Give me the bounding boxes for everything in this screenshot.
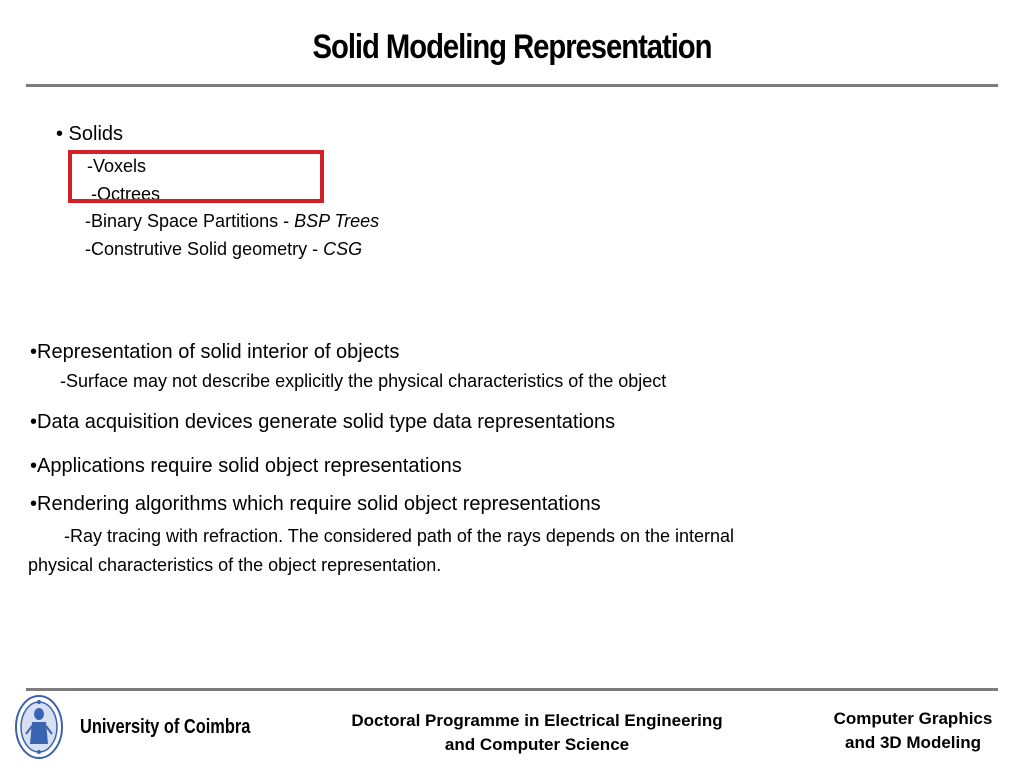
solids-item-octrees: -Octrees (91, 184, 161, 204)
footer-course-line2: and 3D Modeling (845, 733, 981, 752)
highlight-box (68, 150, 324, 203)
university-seal-icon (14, 694, 64, 760)
footer-programme-line2: and Computer Science (444, 735, 630, 754)
footer-divider (26, 688, 998, 691)
subpoint-ray-tracing: -Ray tracing with refraction. The considered path of the rays depends on the internal (64, 526, 735, 546)
point-applications: •Applications require solid object representations (30, 455, 462, 477)
csg-label: -Construtive Solid geometry - (85, 239, 324, 259)
point-data-acquisition: •Data acquisition devices generate solid type data representations (30, 411, 616, 433)
footer-programme-line1: Doctoral Programme in Electrical Engineering (351, 711, 723, 730)
solids-item-voxels: -Voxels (87, 156, 147, 176)
solids-heading: • Solids (56, 123, 124, 145)
point-rendering: •Rendering algorithms which require solid object representations (30, 493, 601, 515)
solids-item-csg (85, 239, 362, 260)
title-divider (26, 84, 998, 87)
footer-university: University of Coimbra (80, 716, 251, 738)
footer-course-line1: Computer Graphics (833, 709, 993, 728)
point-representation: •Representation of solid interior of objects (30, 341, 400, 363)
slide-title: Solid Modeling Representation (312, 28, 712, 66)
bsp-italic: BSP Trees (294, 211, 380, 231)
subpoint-surface: -Surface may not describe explicitly the physical characteristics of the object (60, 371, 667, 391)
footer-course (812, 707, 1014, 755)
bsp-label: -Binary Space Partitions - (85, 211, 295, 231)
solids-item-bsp (85, 211, 379, 232)
csg-italic: CSG (323, 239, 363, 259)
subpoint-ray-tracing-cont: physical characteristics of the object representation. (28, 555, 442, 575)
footer-programme (300, 709, 774, 757)
